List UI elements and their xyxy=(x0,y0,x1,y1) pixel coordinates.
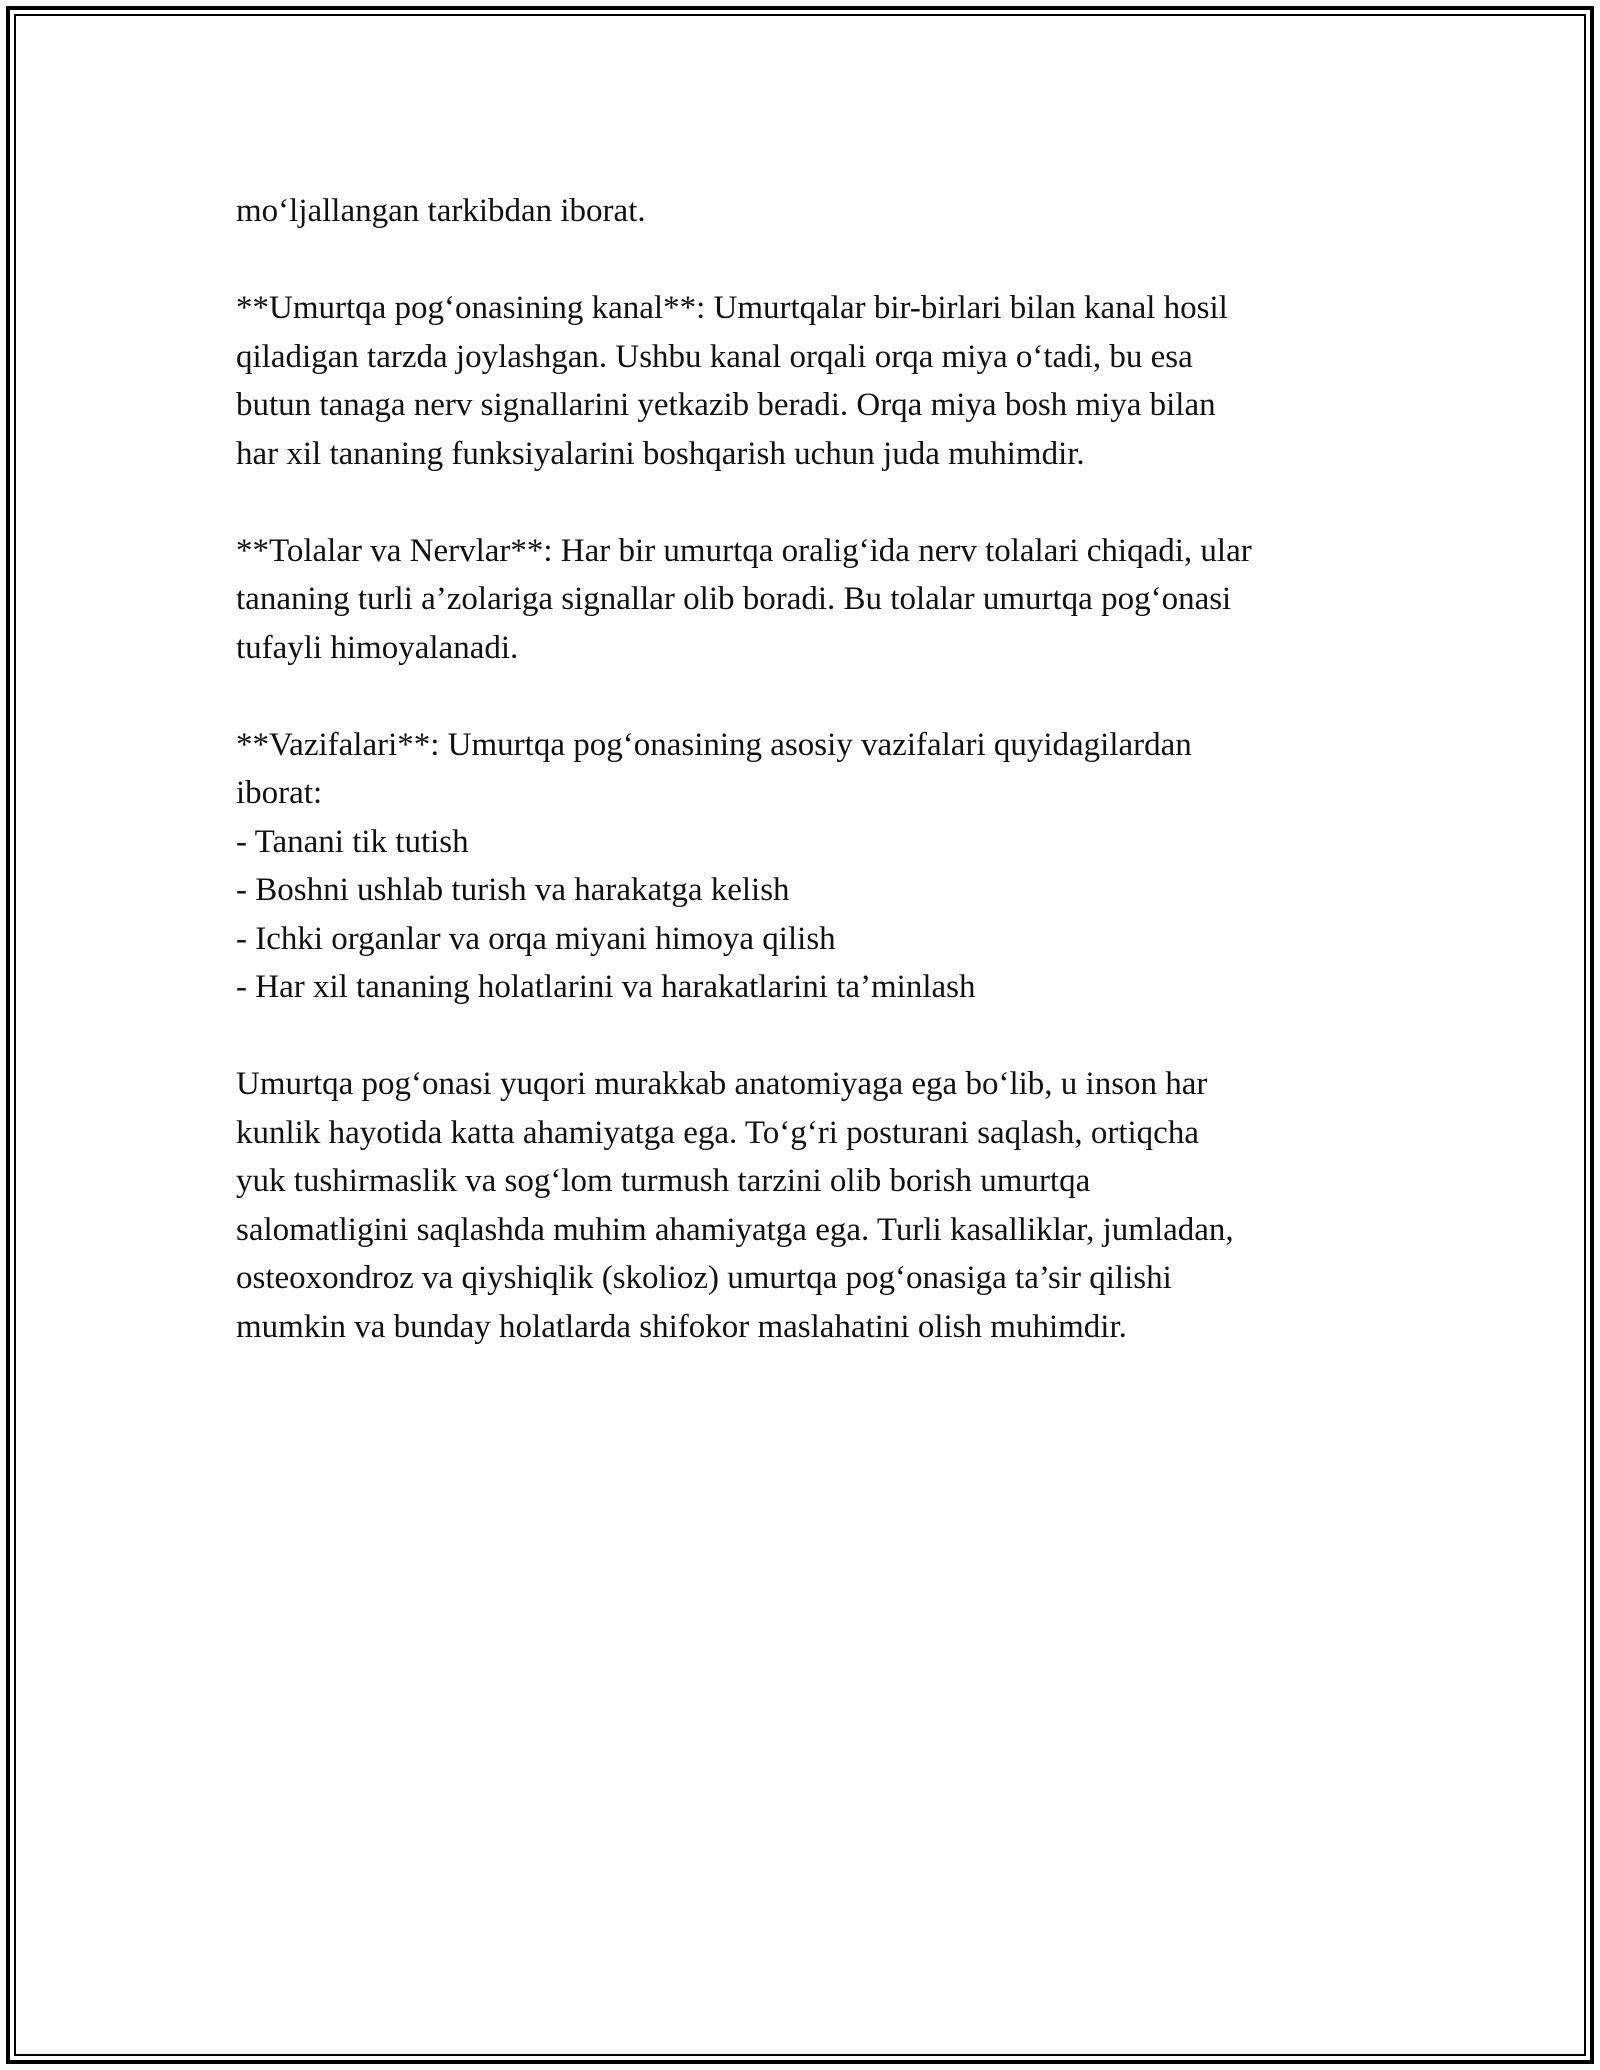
list-item: - Har xil tananing holatlarini va harakatlarini ta’minlash xyxy=(236,969,976,1005)
list-item: - Tanani tik tutish xyxy=(236,823,469,860)
text-line: osteoxondroz va qiyshiqlik (skolioz) umurtqa pog‘onasiga ta’sir qilishi xyxy=(236,1260,1172,1296)
text-line: salomatligini saqlashda muhim ahamiyatga ega. Turli kasalliklar, jumladan, xyxy=(236,1211,1234,1248)
paragraph-spinal-canal xyxy=(236,284,1366,478)
paragraph-conclusion xyxy=(236,1060,1366,1351)
text-line: **Umurtqa pog‘onasining kanal**: Umurtqalar bir-birlari bilan kanal hosil xyxy=(236,290,1228,326)
list-item: - Ichki organlar va orqa miyani himoya qilish xyxy=(236,920,836,957)
text-line: kunlik hayotida katta ahamiyatga ega. To‘g‘ri posturani saqlash, ortiqcha xyxy=(236,1114,1199,1151)
document-body xyxy=(236,187,1366,1351)
text-line: yuk tushirmaslik va sog‘lom turmush tarzini olib borish umurtqa xyxy=(236,1163,1091,1199)
text-line: **Vazifalari**: Umurtqa pog‘onasining asosiy vazifalari quyidagilardan xyxy=(236,726,1192,763)
text-line: tufayli himoyalanadi. xyxy=(236,629,519,666)
list-item: - Boshni ushlab turish va harakatga kelish xyxy=(236,872,790,908)
text-line: har xil tananing funksiyalarini boshqarish uchun juda muhimdir. xyxy=(236,435,1085,472)
text-line: **Tolalar va Nervlar**: Har bir umurtqa oralig‘ida nerv tolalari chiqadi, ular xyxy=(236,532,1252,569)
text-line: mumkin va bunday holatlarda shifokor maslahatini olish muhimdir. xyxy=(236,1308,1127,1345)
text-line: qiladigan tarzda joylashgan. Ushbu kanal orqali orqa miya o‘tadi, bu esa xyxy=(236,338,1193,375)
text-line: butun tanaga nerv signallarini yetkazib beradi. Orqa miya bosh miya bilan xyxy=(236,387,1216,423)
paragraph-intro-continuation xyxy=(236,187,1366,236)
paragraph-fibers-nerves xyxy=(236,527,1366,673)
text-line: tananing turli a’zolariga signallar olib boradi. Bu tolalar umurtqa pog‘onasi xyxy=(236,581,1232,617)
text-line: iborat: xyxy=(236,775,323,811)
paragraph-functions xyxy=(236,721,1366,1012)
text-line: Umurtqa pog‘onasi yuqori murakkab anatomiyaga ega bo‘lib, u inson har xyxy=(236,1066,1208,1102)
text-line: mo‘ljallangan tarkibdan iborat. xyxy=(236,193,646,229)
